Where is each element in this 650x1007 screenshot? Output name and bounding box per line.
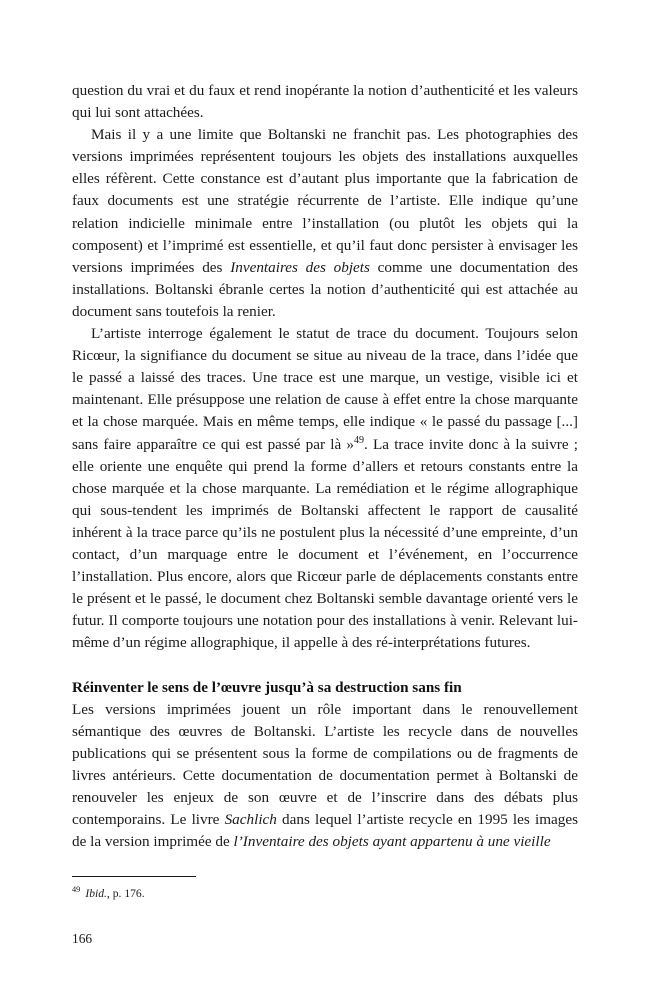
work-title-inventaires-des-objets: Inventaires des objets bbox=[230, 258, 370, 276]
paragraph-2-text-before-italic: Mais il y a une limite que Boltanski ne franchit pas. Les photographies des versions imprimées représentent toujours les objets des installations auxquelles elles réfèrent. Cette constance est d’autant plus importante que la fabrication de faux documents est une stratégie récurrente de l’artiste. Elle indique qu’une relation indicielle minimale entre l’installation (ou plutôt les objets qui la composent) et l’imprimé est essentielle, et qu’il faut donc persister à envisager les versions imprimées des bbox=[72, 126, 578, 276]
paragraph-3-text-part-2: . La trace invite donc à la suivre ; elle oriente une enquête qui prend la forme d’allers et retours constants entre la chose marquée et la chose marquante. La remédiation et le régime allographique qui sous-tendent les imprimés de Boltanski affectent le rapport de causalité inhérent à la trace parce qu’ils ne postulent plus la nécessité d’une empreinte, d’un contact, d’un marquage entre le document et l’événement, en l’occurrence l’installation. Plus encore, alors que Ricœur parle de déplacements constants entre le présent et le passé, le document chez Boltanski semble davantage orienté vers le futur. Il comporte toujours une notation pour des installations à venir. Relevant lui-même d’un régime allographique, il appelle à des ré-interprétations futures. bbox=[72, 435, 578, 652]
paragraph-3-text-part-1: L’artiste interroge également le statut de trace du document. Toujours selon Ricœur, la signifiance du document se situe au niveau de la trace, dans l’idée que le passé a laissé des traces. Une trace est une marque, un vestige, visible ici et maintenant. Elle présuppose une relation de cause à effet entre la chose marquante et la chose marquée. Mais en même temps, elle indique « le passé du passage [...] sans faire apparaître ce qui est passé par là » bbox=[72, 325, 578, 453]
paragraph-4 bbox=[72, 699, 578, 854]
footnote-rest: , p. 176. bbox=[106, 887, 145, 900]
paragraph-3 bbox=[72, 323, 578, 654]
text-column bbox=[72, 80, 578, 853]
page-number: 166 bbox=[72, 931, 93, 946]
section-heading: Réinventer le sens de l’œuvre jusqu’à sa destruction sans fin bbox=[72, 678, 462, 696]
footnote-ibid: Ibid. bbox=[85, 887, 107, 900]
work-title-inventaire-des-objets-vieille: l’Inventaire des objets ayant appartenu à une vieille bbox=[233, 833, 551, 851]
paragraph-2 bbox=[72, 124, 578, 323]
heading-spacer bbox=[72, 654, 578, 676]
footnote-entry-49 bbox=[72, 886, 578, 901]
work-title-sachlich: Sachlich bbox=[224, 811, 277, 829]
footnote-number: 49 bbox=[72, 885, 81, 895]
footnote-separator-rule bbox=[72, 876, 196, 877]
footnote-area bbox=[72, 876, 578, 901]
paragraph-2-text-after-italic: comme une documentation des installations. Boltanski ébranle certes la notion d’authenticité qui est attachée au document sans toutefois la renier. bbox=[72, 258, 579, 320]
paragraph-4-text-part-1: Les versions imprimées jouent un rôle important dans le renouvellement sémantique des œuvres de Boltanski. L’artiste les recycle dans de nouvelles publications qui se présentent sous la forme de compilations ou de fragments de livres antérieurs. Cette documentation de documentation permet à Boltanski de renouveler les enjeux de son œuvre et de l’inscrire dans des débats plus contemporains. Le livre bbox=[72, 700, 578, 829]
paragraph-1: question du vrai et du faux et rend inopérante la notion d’authenticité et les valeurs qui lui sont attachées. bbox=[72, 82, 578, 122]
paragraph-4-text-part-2: dans lequel l’artiste recycle en 1995 les images de la version imprimée de bbox=[72, 811, 578, 851]
footnote-reference-49[interactable]: 49 bbox=[354, 434, 365, 446]
